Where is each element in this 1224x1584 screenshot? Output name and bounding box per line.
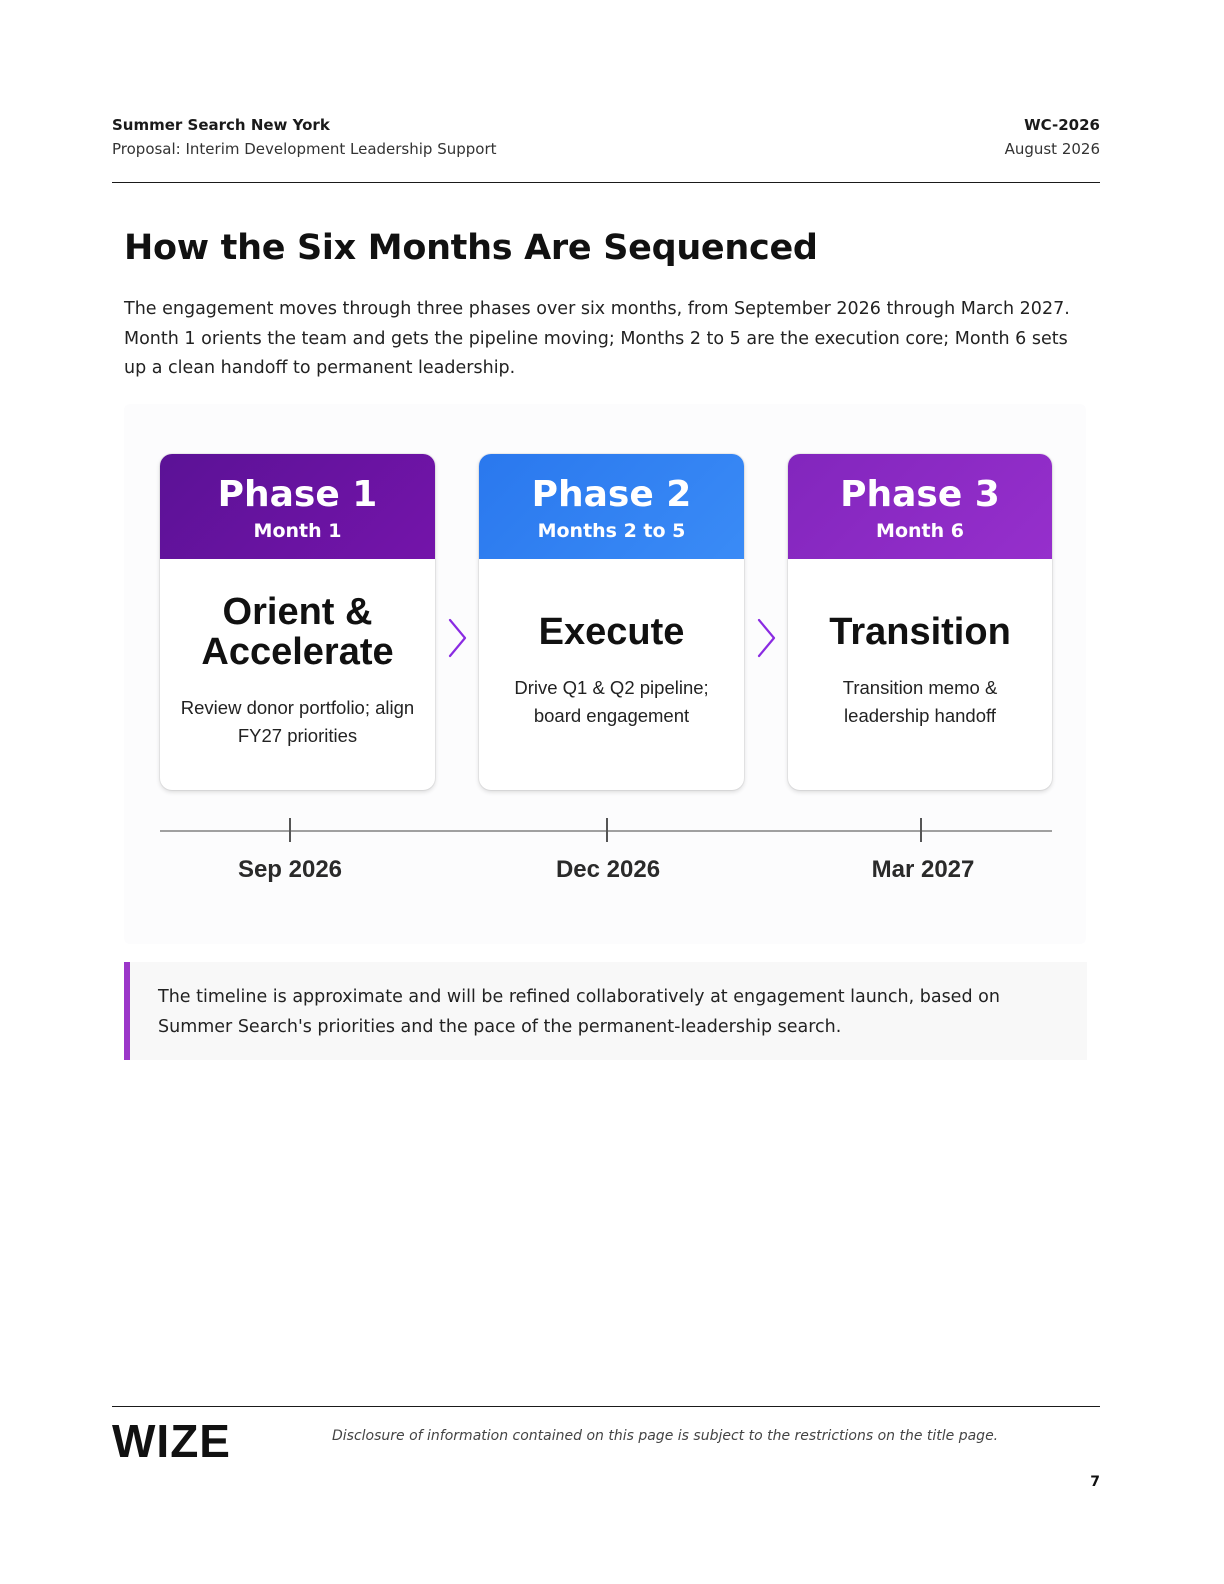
- phase-card-1-header: [160, 454, 435, 559]
- phase-card-2-body: [479, 559, 744, 790]
- chevron-right-icon: [446, 616, 470, 660]
- phase-label: Phase 2: [531, 474, 692, 515]
- phase-card-1-body: [160, 559, 435, 790]
- phase-name: Execute: [538, 610, 685, 653]
- section-intro: The engagement moves through three phases over six months, from September 2026 through March 2027. Month 1 orients the team and gets the pipeline moving; Months 2 to 5 are the execution core; Month 6 sets up a clean handoff to permanent leadership.: [124, 299, 1070, 378]
- header-divider: [112, 182, 1100, 183]
- phase-card-3-header: [788, 454, 1052, 559]
- timeline-date-label: Sep 2026: [237, 856, 343, 883]
- phase-name: Transition: [829, 610, 1011, 653]
- phase-description: Drive Q1 & Q2 pipeline; board engagement: [514, 676, 709, 726]
- timeline-date-label: Dec 2026: [555, 856, 661, 883]
- phase-card-1: [160, 454, 435, 790]
- organization-name: Summer Search New York: [112, 116, 330, 134]
- phase-name: Orient & Accelerate: [201, 590, 394, 673]
- footer-divider: [112, 1406, 1100, 1407]
- phase-label: Phase 3: [840, 474, 1000, 515]
- document-date: August 2026: [1004, 140, 1100, 158]
- phase-months: Months 2 to 5: [537, 520, 686, 542]
- timeline-date-label: Mar 2027: [871, 856, 975, 883]
- section-title: How the Six Months Are Sequenced: [124, 228, 818, 268]
- disclosure-notice: Disclosure of information contained on this page is subject to the restrictions on the title page.: [332, 1428, 999, 1444]
- phase-card-2: [479, 454, 744, 790]
- phase-description: Review donor portfolio; align FY27 priorities: [180, 696, 415, 746]
- timeline-figure: [124, 404, 1086, 944]
- page-number: 7: [1090, 1474, 1100, 1490]
- phase-card-3-body: [788, 559, 1052, 790]
- chevron-right-icon: [755, 616, 779, 660]
- note-text: The timeline is approximate and will be refined collaboratively at engagement launch, based on Summer Search's priorities and the pace of the permanent-leadership search.: [158, 987, 1000, 1037]
- phase-card-3: [788, 454, 1052, 790]
- proposal-subtitle: Proposal: Interim Development Leadership Support: [112, 140, 497, 158]
- timeline-note-callout: [124, 962, 1087, 1060]
- phase-card-2-header: [479, 454, 744, 559]
- phase-months: Month 1: [253, 520, 342, 542]
- phase-label: Phase 1: [217, 474, 378, 515]
- phase-description: Transition memo & leadership handoff: [842, 676, 998, 726]
- page-header: [112, 114, 1100, 162]
- timeline-axis: [124, 804, 1086, 904]
- wize-logo: WIZE: [112, 1415, 231, 1467]
- document-id: WC-2026: [1024, 116, 1100, 134]
- phase-months: Month 6: [876, 520, 964, 542]
